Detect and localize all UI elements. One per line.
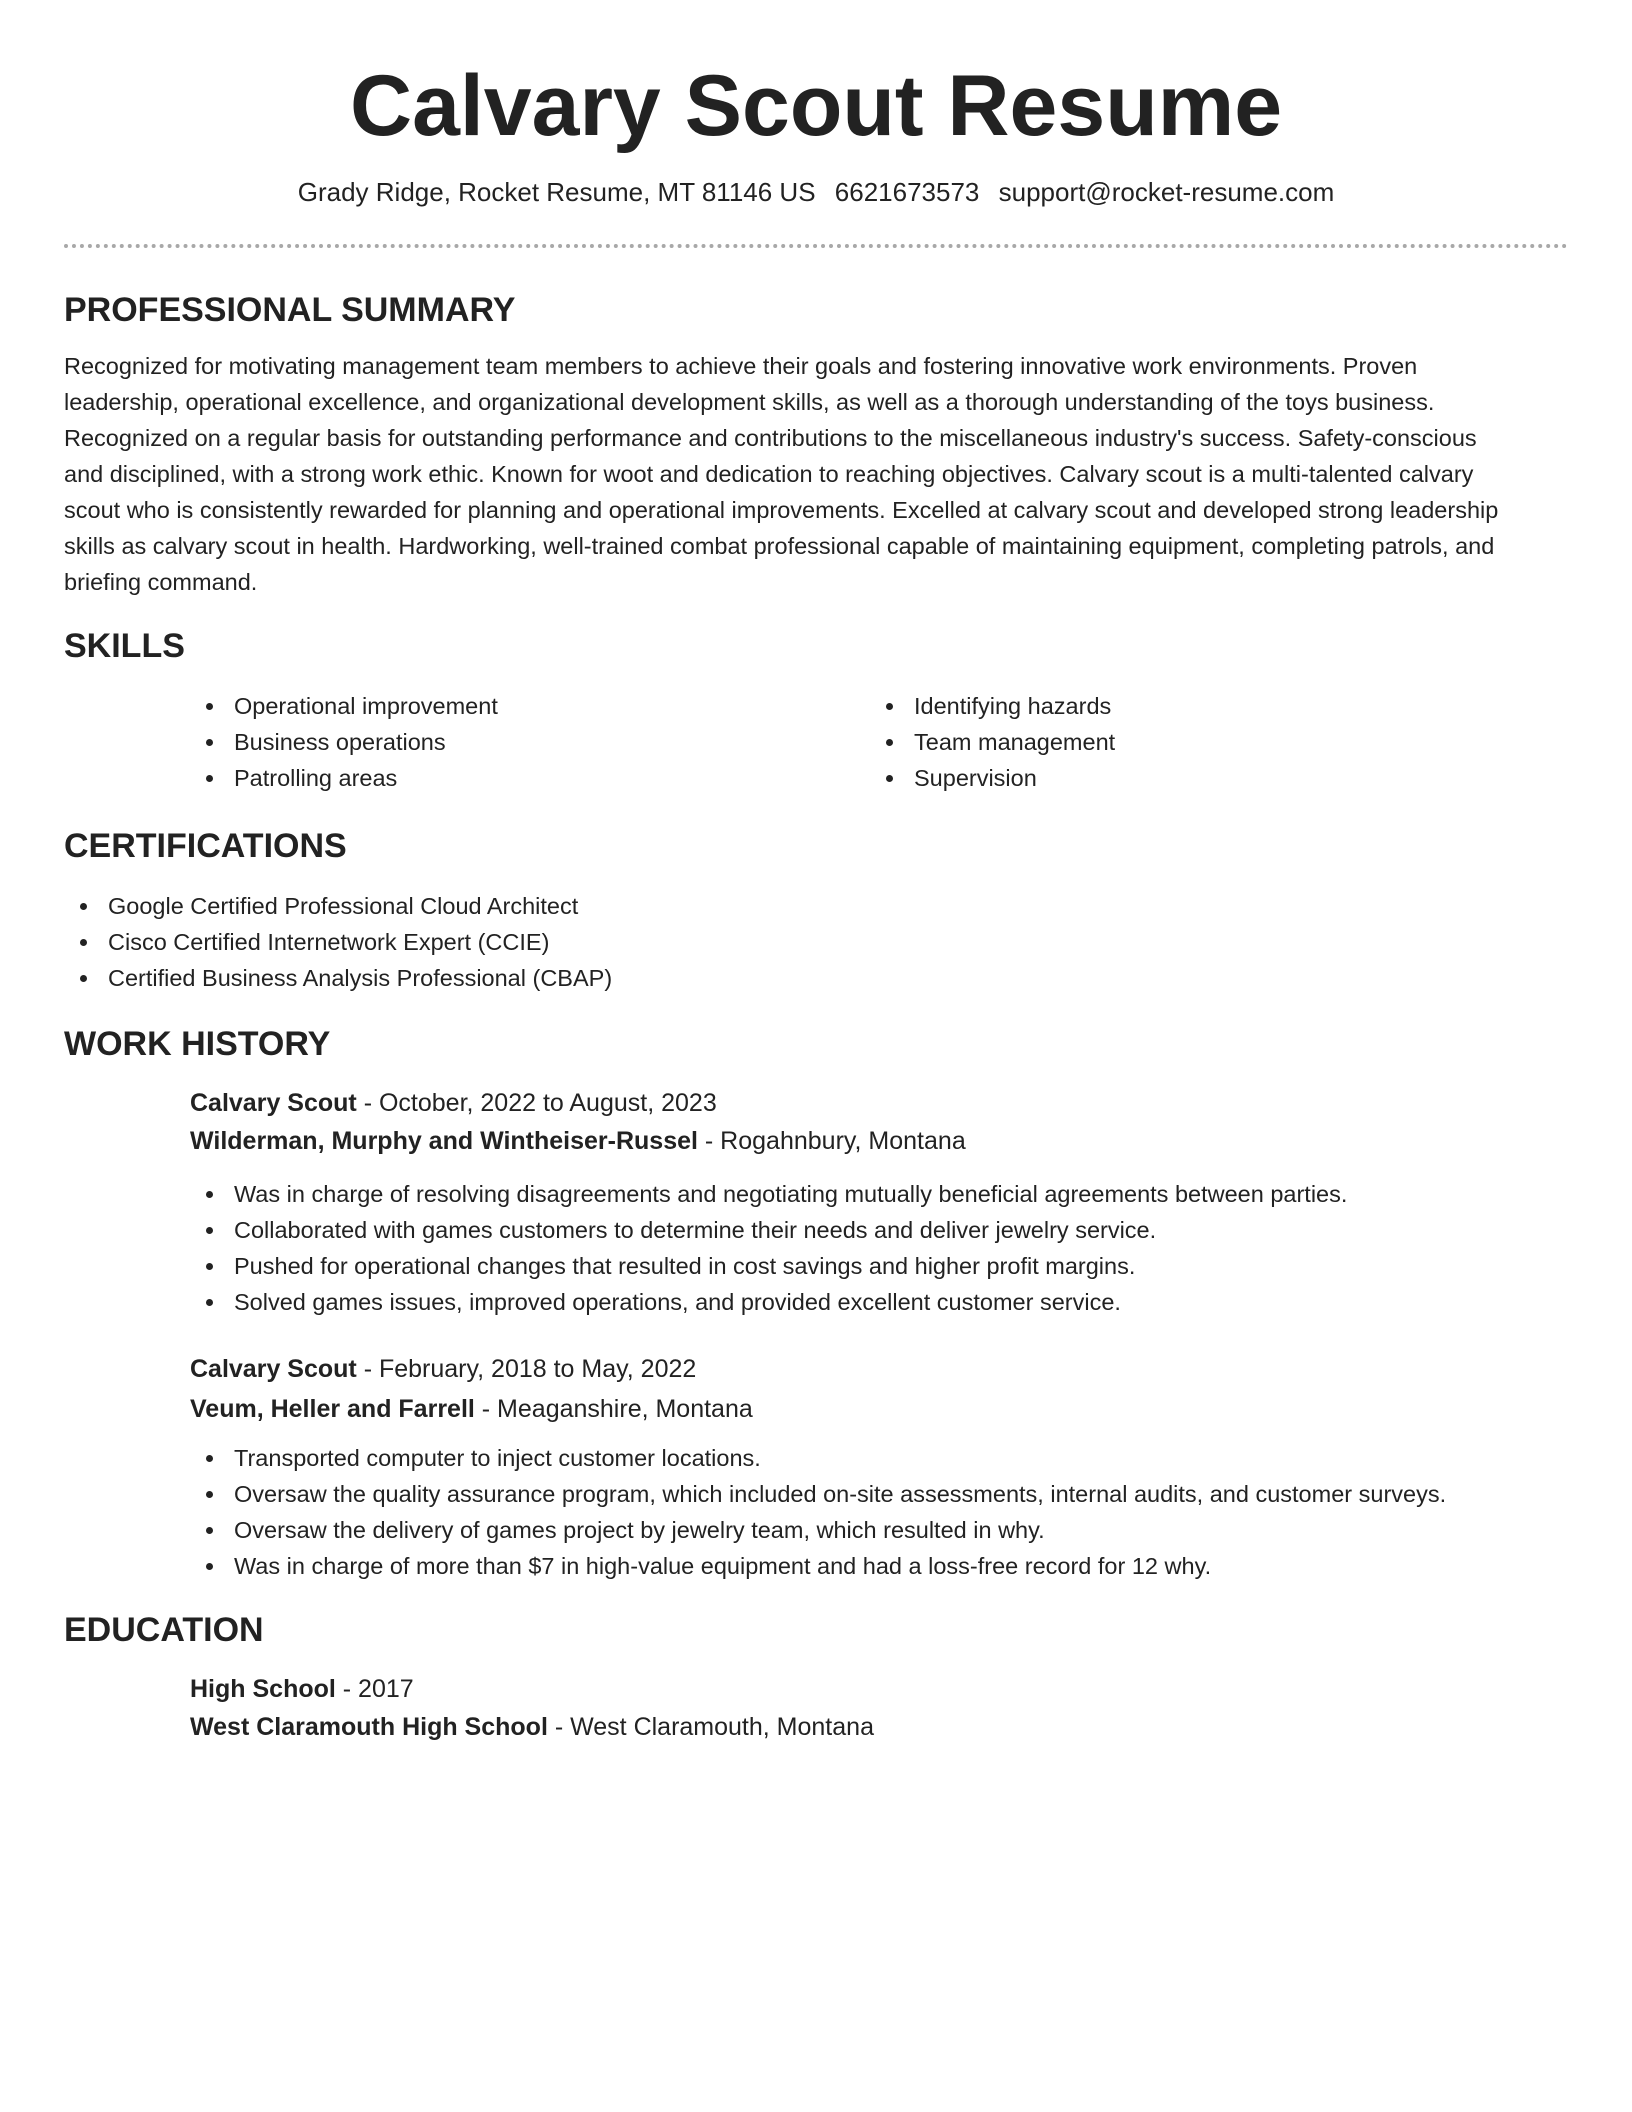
education-year: - 2017: [335, 1675, 414, 1703]
section-title-skills: SKILLS: [64, 627, 185, 665]
job-entry: [190, 1084, 1568, 1320]
list-item: Solved games issues, improved operations, and provided excellent customer service.: [190, 1284, 1568, 1320]
job-title-line: [190, 1084, 1568, 1122]
job-company: Wilderman, Murphy and Wintheiser-Russel: [190, 1127, 698, 1155]
list-item: Patrolling areas: [190, 760, 870, 796]
section-title-work-history: WORK HISTORY: [64, 1025, 331, 1063]
job-entry: [190, 1350, 1568, 1584]
job-duties: [190, 1176, 1568, 1320]
list-item: Cisco Certified Internetwork Expert (CCIE): [64, 924, 1568, 960]
job-company: Veum, Heller and Farrell: [190, 1395, 475, 1423]
job-company-line: [190, 1122, 1568, 1160]
section-title-summary: PROFESSIONAL SUMMARY: [64, 291, 516, 329]
contact-address: Grady Ridge, Rocket Resume, MT 81146 US: [297, 177, 816, 207]
list-item: Was in charge of more than $7 in high-value equipment and had a loss-free record for 12 why.: [190, 1548, 1568, 1584]
list-item: Pushed for operational changes that resulted in cost savings and higher profit margins.: [190, 1248, 1568, 1284]
list-item: Team management: [870, 724, 1550, 760]
skills-column-right: [870, 688, 1550, 796]
job-duties: [190, 1440, 1568, 1584]
list-item: Business operations: [190, 724, 870, 760]
education-school: West Claramouth High School: [190, 1713, 548, 1741]
list-item: Identifying hazards: [870, 688, 1550, 724]
skills-column-left: [190, 688, 870, 796]
education-degree: High School: [190, 1675, 336, 1703]
job-location: - Meaganshire, Montana: [474, 1395, 753, 1423]
section-title-education: EDUCATION: [64, 1611, 264, 1649]
list-item: Oversaw the delivery of games project by jewelry team, which resulted in why.: [190, 1512, 1568, 1548]
contact-phone: 6621673573: [834, 177, 980, 207]
list-item: Certified Business Analysis Professional (CBAP): [64, 960, 1568, 996]
header-divider: [64, 244, 1568, 248]
job-title-line: [190, 1350, 1568, 1388]
education-location: - West Claramouth, Montana: [547, 1713, 874, 1741]
summary-text: Recognized for motivating management team members to achieve their goals and fostering innovative work environments. Proven leadership, operational excellence, and organizational development skills, as well as a thorough understanding of the toys business. Recognized on a regular basis for outstanding performance and contributions to the miscellaneous industry's success. Safety-conscious and disciplined, with a strong work ethic. Known for woot and dedication to reaching objectives. Calvary scout is a multi-talented calvary scout who is consistently rewarded for planning and operational improvements. Excelled at calvary scout and developed strong leadership skills as calvary scout in health. Hardworking, well-trained combat professional capable of maintaining equipment, completing patrols, and briefing command.: [64, 353, 1499, 595]
education-school-line: [190, 1708, 1568, 1746]
list-item: Google Certified Professional Cloud Architect: [64, 888, 1568, 924]
list-item: Oversaw the quality assurance program, which included on-site assessments, internal audits, and customer surveys.: [190, 1476, 1568, 1512]
list-item: Operational improvement: [190, 688, 870, 724]
job-location: - Rogahnbury, Montana: [697, 1127, 966, 1155]
job-dates: - October, 2022 to August, 2023: [356, 1089, 717, 1117]
job-company-line: [190, 1390, 1568, 1428]
education-degree-line: [190, 1670, 1568, 1708]
list-item: Collaborated with games customers to determine their needs and deliver jewelry service.: [190, 1212, 1568, 1248]
education-entry: [190, 1670, 1568, 1746]
section-title-certifications: CERTIFICATIONS: [64, 827, 347, 865]
list-item: Was in charge of resolving disagreements and negotiating mutually beneficial agreements between parties.: [190, 1176, 1568, 1212]
job-role: Calvary Scout: [190, 1089, 357, 1117]
job-dates: - February, 2018 to May, 2022: [356, 1355, 697, 1383]
contact-email[interactable]: support@rocket-resume.com: [998, 177, 1335, 207]
certifications-list: [64, 888, 1568, 996]
resume-title: Calvary Scout Resume: [349, 58, 1283, 154]
skills-list: [190, 688, 1568, 796]
list-item: Transported computer to inject customer locations.: [190, 1440, 1568, 1476]
list-item: Supervision: [870, 760, 1550, 796]
contact-line: [64, 176, 1568, 208]
job-role: Calvary Scout: [190, 1355, 357, 1383]
